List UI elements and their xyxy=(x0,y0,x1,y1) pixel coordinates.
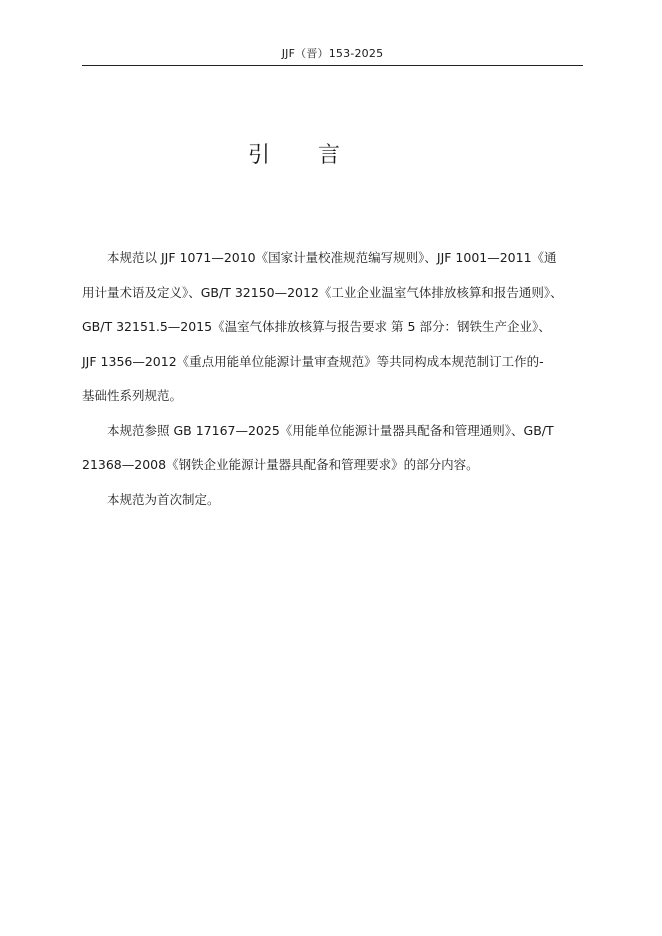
section-title: 引言 xyxy=(248,143,389,168)
paragraph-line: 本规范以 JJF 1071—2010《国家计量校准规范编写规则》、JJF 1001—2011《通 xyxy=(107,250,557,265)
paragraph-line: 基础性系列规范。 xyxy=(82,388,183,403)
header-divider xyxy=(82,65,583,66)
paragraph-line: 本规范参照 GB 17167—2025《用能单位能源计量器具配备和管理通则》、GB/T xyxy=(107,422,554,438)
paragraph-1 xyxy=(82,248,583,421)
paragraph-line: GB/T 32151.5—2015《温室气体排放核算与报告要求 第 5 部分：钢铁生产企业》、 xyxy=(82,319,551,334)
paragraph-line: 21368—2008《钢铁企业能源计量器具配备和管理要求》的部分内容。 xyxy=(82,457,479,472)
standard-code-header: JJF（晋）153-2025 xyxy=(281,47,384,60)
paragraph-line: JJF 1356—2012《重点用能单位能源计量审查规范》等共同构成本规范制订工作的- xyxy=(82,353,544,369)
paragraph-line: 用计量术语及定义》、GB/T 32150—2012《工业企业温室气体排放核算和报告通则》、 xyxy=(82,284,563,300)
paragraph-line: 本规范为首次制定。 xyxy=(107,491,220,507)
paragraph-3 xyxy=(82,490,583,525)
paragraph-2 xyxy=(82,421,583,490)
introduction-body xyxy=(82,248,583,524)
